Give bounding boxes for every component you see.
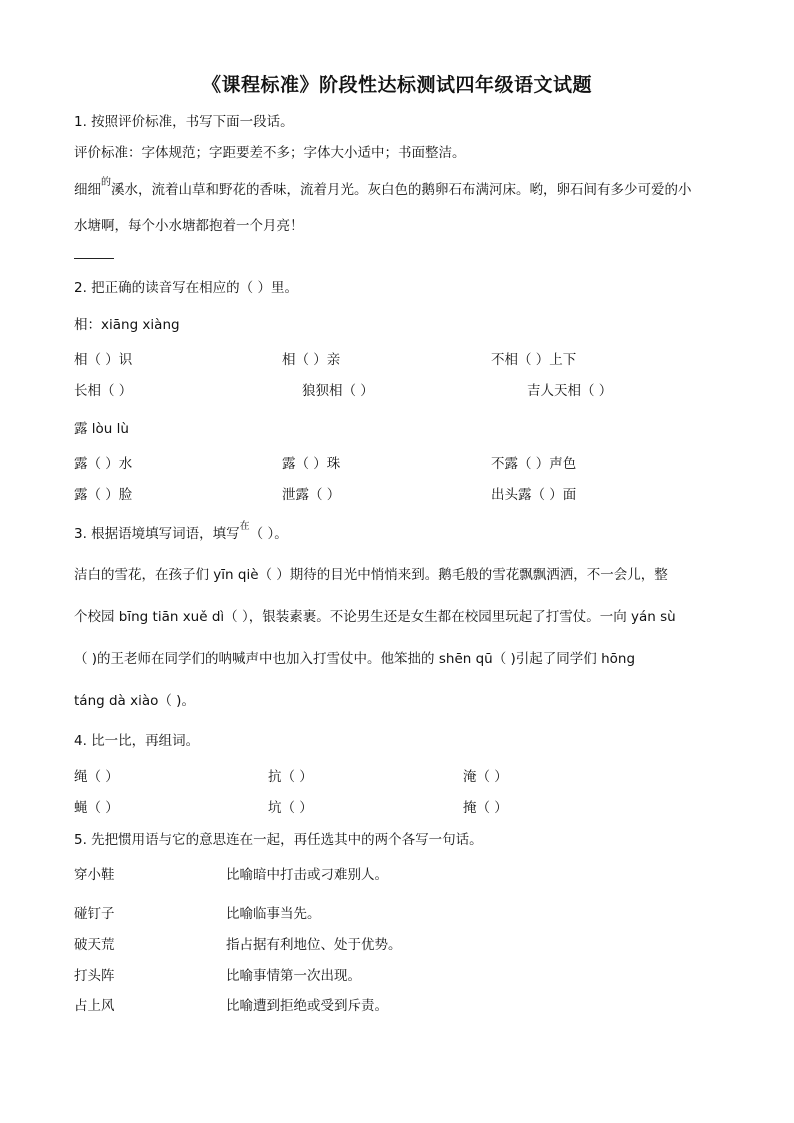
q3-prompt bbox=[74, 522, 288, 542]
q2-xiang-header: 相：xiāng xiàng bbox=[74, 317, 180, 333]
q3-prompt-after: （ ）。 bbox=[249, 526, 288, 542]
q2-lu-item: 露（ ）珠 bbox=[282, 456, 341, 472]
q5-prompt: 5. 先把惯用语与它的意思连在一起，再任选其中的两个各写一句话。 bbox=[74, 832, 483, 848]
q4-item: 坑（ ） bbox=[268, 800, 313, 816]
q1-criteria: 评价标准：字体规范；字距要差不多；字体大小适中；书面整洁。 bbox=[74, 145, 466, 161]
q5-meaning: 指占据有利地位、处于优势。 bbox=[226, 937, 402, 953]
page-title: 《课程标准》阶段性达标测试四年级语文试题 bbox=[201, 74, 592, 96]
q5-idiom: 穿小鞋 bbox=[74, 867, 115, 883]
q5-meaning: 比喻事情第一次出现。 bbox=[226, 968, 361, 984]
q2-xiang-item: 相（ ）识 bbox=[74, 352, 133, 368]
answer-line bbox=[74, 258, 114, 259]
q5-meaning: 比喻遭到拒绝或受到斥责。 bbox=[226, 998, 388, 1014]
q4-item: 抗（ ） bbox=[268, 769, 313, 785]
q2-lu-header: 露 lòu lù bbox=[74, 421, 129, 437]
q2-lu-item: 露（ ）水 bbox=[74, 456, 133, 472]
q1-passage-line2: 水塘啊，每个小水塘都抱着一个月亮！ bbox=[74, 218, 304, 234]
q2-xiang-item: 狼狈相（ ） bbox=[302, 383, 374, 399]
q2-lu-item: 泄露（ ） bbox=[282, 487, 341, 503]
q3-prompt-before: 3. 根据语境填写词语，填写 bbox=[74, 526, 240, 542]
q4-item: 绳（ ） bbox=[74, 769, 119, 785]
q1-line1-after: 溪水，流着山草和野花的香味，流着月光。灰白色的鹅卵石布满河床。哟，卵石间有多少可爱的小 bbox=[111, 182, 692, 198]
q2-xiang-item: 不相（ ）上下 bbox=[491, 352, 577, 368]
q1-passage-line1 bbox=[74, 178, 692, 198]
q5-idiom: 打头阵 bbox=[74, 968, 115, 984]
q2-lu-item: 露（ ）脸 bbox=[74, 487, 133, 503]
q5-meaning: 比喻临事当先。 bbox=[226, 906, 321, 922]
q3-passage-line: （ )的王老师在同学们的呐喊声中也加入打雪仗中。他笨拙的 shēn qū（ )引起了同学们 hōng bbox=[74, 651, 636, 667]
q2-xiang-item: 相（ ）亲 bbox=[282, 352, 341, 368]
q3-prompt-sup: 在 bbox=[239, 521, 250, 532]
q4-prompt: 4. 比一比，再组词。 bbox=[74, 733, 200, 749]
q3-passage-line: 洁白的雪花，在孩子们 yīn qiè（ ）期待的目光中悄悄来到。鹅毛般的雪花飘飘洒洒，不一会儿，整 bbox=[74, 567, 668, 583]
q3-passage-line: 个校园 bīng tiān xuě dì（ ），银装素裹。不论男生还是女生都在校园里玩起了打雪仗。一向 yán sù bbox=[74, 609, 676, 625]
q2-prompt: 2. 把正确的读音写在相应的（ ）里。 bbox=[74, 280, 298, 296]
q4-item: 蝇（ ） bbox=[74, 800, 119, 816]
q5-idiom: 占上风 bbox=[74, 998, 115, 1014]
q5-idiom: 碰钉子 bbox=[74, 906, 115, 922]
q2-xiang-item: 吉人天相（ ） bbox=[527, 383, 613, 399]
q4-item: 淹（ ） bbox=[463, 769, 508, 785]
q2-xiang-item: 长相（ ） bbox=[74, 383, 133, 399]
q5-meaning: 比喻暗中打击或刁难别人。 bbox=[226, 867, 388, 883]
q5-idiom: 破天荒 bbox=[74, 937, 115, 953]
q2-lu-item: 不露（ ）声色 bbox=[491, 456, 577, 472]
q1-prompt: 1. 按照评价标准，书写下面一段话。 bbox=[74, 114, 294, 130]
q2-lu-item: 出头露（ ）面 bbox=[491, 487, 577, 503]
q1-line1-before: 细细 bbox=[74, 182, 101, 198]
q1-line1-sup: 的 bbox=[101, 177, 111, 188]
q3-passage-line: táng dà xiào（ )。 bbox=[74, 693, 195, 709]
q4-item: 掩（ ） bbox=[463, 800, 508, 816]
